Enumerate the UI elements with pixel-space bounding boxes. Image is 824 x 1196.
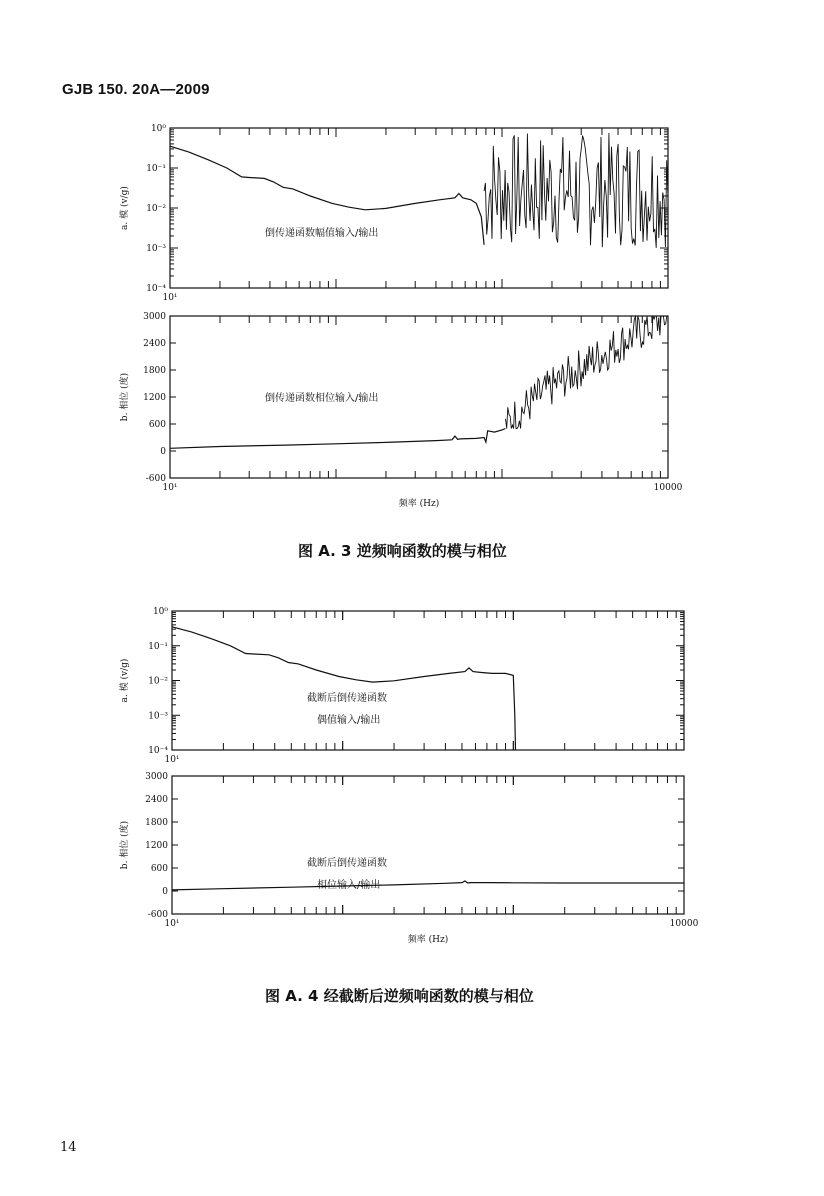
- panel-a3-b-x-ticklabel: 10¹: [162, 483, 178, 493]
- panel-a4-b-x-ticklabel: 10¹: [164, 919, 180, 929]
- panel-a3-a-x-ticklabel: 10¹: [162, 293, 178, 303]
- panel-a3-a-series-noisy-segment: [484, 133, 668, 248]
- panel-a4-a-y-ticklabel: 10⁻²: [148, 676, 168, 687]
- panel-a4-b-y-ticklabel: 1200: [145, 841, 168, 851]
- panel-a3-a-y-axis-label: a. 模 (v/g): [120, 186, 130, 230]
- panel-a3-b-series-noisy-segment: [506, 316, 669, 429]
- panel-a4-b-series-line: [172, 881, 684, 890]
- panel-a3-b-frame: [170, 316, 668, 478]
- document-standard-code: GJB 150. 20A—2009: [62, 81, 210, 98]
- panel-a4-b-y-ticklabel: 3000: [145, 772, 168, 782]
- panel-a4-b-y-axis-label: b. 相位 (度): [120, 820, 130, 870]
- panel-a3-b-series-line: [170, 429, 506, 449]
- panel-a3-b-annotation: 倒传递函数相位输入/输出: [265, 393, 379, 404]
- panel-a3-b-y-ticklabel: 1800: [143, 366, 166, 376]
- panel-a4-a-frame: [172, 611, 684, 750]
- panel-a3-b-y-ticklabel: 0: [160, 447, 166, 457]
- panel-a4-b-frame: [172, 776, 684, 914]
- figure-a4-caption: 图 A. 4 经截断后逆频响函数的模与相位: [265, 987, 534, 1005]
- panel-a4-b-x-ticklabel: 10000: [669, 919, 699, 929]
- panel-a4-a-y-ticklabel: 10⁻¹: [148, 641, 168, 652]
- panel-a3-b-y-ticklabel: 2400: [143, 339, 166, 349]
- panel-a3-a-y-ticklabel: 10⁰: [150, 124, 166, 134]
- panel-a3-b-y-ticklabel: 3000: [143, 312, 166, 322]
- panel-a3-a-y-ticklabel: 10⁻²: [146, 204, 166, 214]
- panel-a3-a-y-ticklabel: 10⁻⁴: [146, 284, 166, 294]
- panel-a4-a-series-line: [172, 627, 516, 750]
- panel-a3-a-y-ticklabel: 10⁻¹: [146, 164, 166, 174]
- panel-a4-b-annotation: 截断后倒传递函数: [307, 858, 387, 869]
- panel-a3-a-annotation: 倒传递函数幅值输入/输出: [265, 228, 379, 239]
- panel-a3-a-y-ticklabel: 10⁻³: [146, 244, 166, 254]
- panel-a3-b-y-ticklabel: -600: [145, 474, 166, 484]
- panel-a4-a-y-ticklabel: 10⁻⁴: [148, 746, 168, 756]
- panel-a4-a-annotation: 偶值输入/输出: [317, 715, 381, 726]
- panel-a3-b-y-axis-label: b. 相位 (度): [120, 372, 130, 422]
- panel-a4-b-y-ticklabel: 600: [150, 864, 168, 874]
- panel-a3-b-x-ticklabel: 10000: [653, 483, 683, 493]
- page-number: 14: [60, 1140, 77, 1155]
- panel-a3-b-x-axis-label: 频率 (Hz): [398, 499, 440, 509]
- panel-a4-b-y-ticklabel: -600: [147, 910, 168, 920]
- panel-a4-a-annotation: 截断后倒传递函数: [307, 693, 387, 704]
- panel-a4-a-y-ticklabel: 10⁻³: [148, 711, 168, 722]
- panel-a4-a-y-ticklabel: 10⁰: [152, 607, 168, 617]
- panel-a3-b-y-ticklabel: 1200: [143, 393, 166, 403]
- panel-a4-b-y-ticklabel: 1800: [145, 818, 168, 828]
- panel-a4-b-y-ticklabel: 0: [162, 887, 168, 897]
- panel-a4-b-x-axis-label: 频率 (Hz): [407, 935, 449, 945]
- panel-a4-b-annotation: 相位输入/输出: [317, 880, 381, 891]
- panel-a4-a-x-ticklabel: 10¹: [164, 755, 180, 765]
- panel-a4-b-y-ticklabel: 2400: [145, 795, 168, 805]
- panel-a4-a-y-axis-label: a. 模 (v/g): [120, 658, 130, 703]
- figure-a3-caption: 图 A. 3 逆频响函数的模与相位: [298, 542, 507, 560]
- panel-a3-b-y-ticklabel: 600: [148, 420, 166, 430]
